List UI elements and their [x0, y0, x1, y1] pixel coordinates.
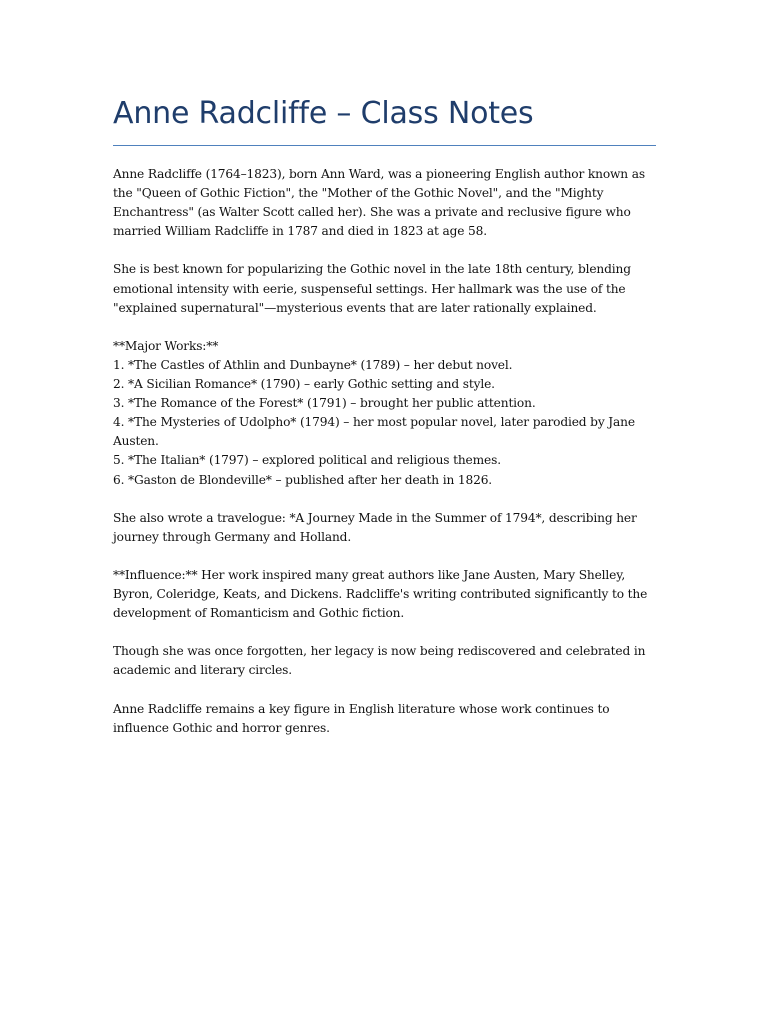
title-divider — [113, 145, 656, 146]
legacy-paragraph: Though she was once forgotten, her legacy is now being rediscovered and celebrated in academic and literary circles. — [113, 644, 646, 678]
major-works-item: 4. *The Mysteries of Udolpho* (1794) – her most popular novel, later parodied by Jane Austen. — [113, 415, 635, 449]
known-for-paragraph: She is best known for popularizing the Gothic novel in the late 18th century, blending emotional intensity with eerie, suspenseful settings. Her hallmark was the use of the "explained supernatural"—mysterious events that are later rationally explained. — [113, 262, 631, 315]
major-works-item: 5. *The Italian* (1797) – explored political and religious themes. — [113, 453, 501, 468]
closing-paragraph: Anne Radcliffe remains a key figure in English literature whose work continues to influence Gothic and horror genres. — [113, 701, 610, 735]
major-works-item: 3. *The Romance of the Forest* (1791) – brought her public attention. — [113, 396, 536, 411]
document-body — [113, 92, 656, 757]
page-title: Anne Radcliffe – Class Notes — [113, 96, 534, 131]
major-works-item: 1. *The Castles of Athlin and Dunbayne* (1789) – her debut novel. — [113, 357, 513, 372]
intro-paragraph: Anne Radcliffe (1764–1823), born Ann Ward, was a pioneering English author known as the "Queen of Gothic Fiction", the "Mother of the Gothic Novel", and the "Mighty Enchantress" (as Walter Scott called her). She was a private and reclusive figure who married William Radcliffe in 1787 and died in 1823 at age 58. — [113, 167, 645, 239]
major-works-item: 2. *A Sicilian Romance* (1790) – early Gothic setting and style. — [113, 377, 495, 392]
major-works-item: 6. *Gaston de Blondeville* – published after her death in 1826. — [113, 472, 493, 487]
travelogue-paragraph: She also wrote a travelogue: *A Journey Made in the Summer of 1794*, describing her journey through Germany and Holland. — [113, 510, 637, 544]
major-works-section — [113, 337, 656, 490]
influence-paragraph: **Influence:** Her work inspired many great authors like Jane Austen, Mary Shelley, Byron, Coleridge, Keats, and Dickens. Radcliffe's writing contributed significantly to the development of Romanticism and Gothic fiction. — [113, 567, 648, 621]
major-works-heading: **Major Works:** — [113, 338, 219, 353]
